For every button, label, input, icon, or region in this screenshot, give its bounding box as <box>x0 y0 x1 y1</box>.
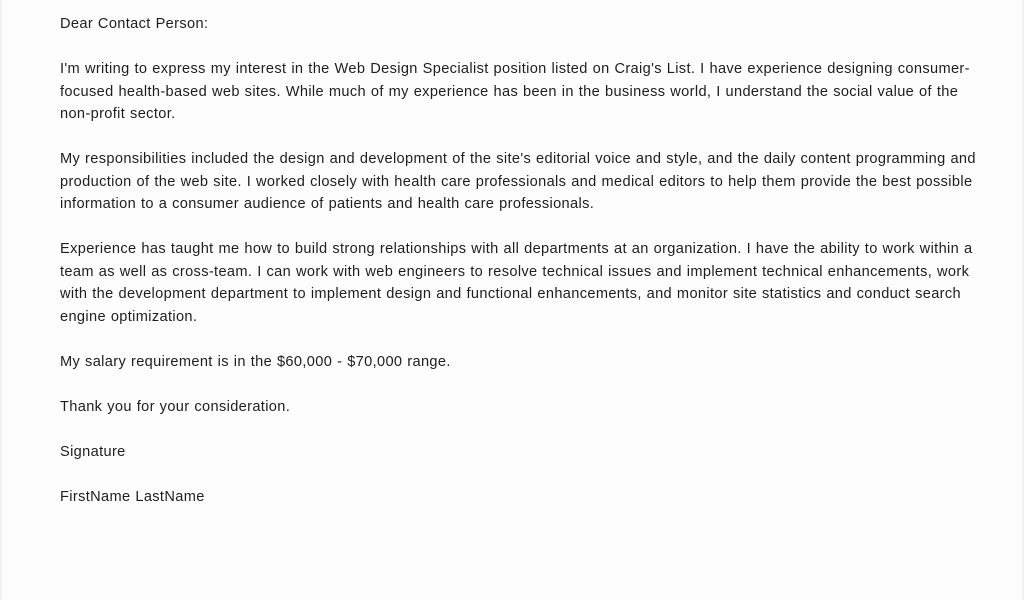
paragraph-salary: My salary requirement is in the $60,000 - $70,000 range. <box>60 353 451 370</box>
paragraph-interest: I'm writing to express my interest in the Web Design Specialist position listed on Craig's List. I have experience designing consumer-focused health-based web sites. While much of my experience has been in the business world, I understand the social value of the non-profit sector. <box>60 61 970 122</box>
page-edge-left <box>0 0 2 600</box>
cover-letter-body <box>60 13 980 508</box>
signature-line: Signature <box>60 443 126 460</box>
paragraph-experience: Experience has taught me how to build strong relationships with all departments at an organization. I have the ability to work within a team as well as cross-team. I can work with web engineers to resolve technical issues and implement technical enhancements, work with the development department to implement design and functional enhancements, and monitor site statistics and conduct search engine optimization. <box>60 241 973 325</box>
paragraph-responsibilities: My responsibilities included the design and development of the site's editorial voice and style, and the daily content programming and production of the web site. I worked closely with health care professionals and medical editors to help them provide the best possible information to a consumer audience of patients and health care professionals. <box>60 151 976 212</box>
greeting: Dear Contact Person: <box>60 16 209 32</box>
closing-line: Thank you for your consideration. <box>60 398 291 415</box>
sender-name: FirstName LastName <box>60 488 205 505</box>
